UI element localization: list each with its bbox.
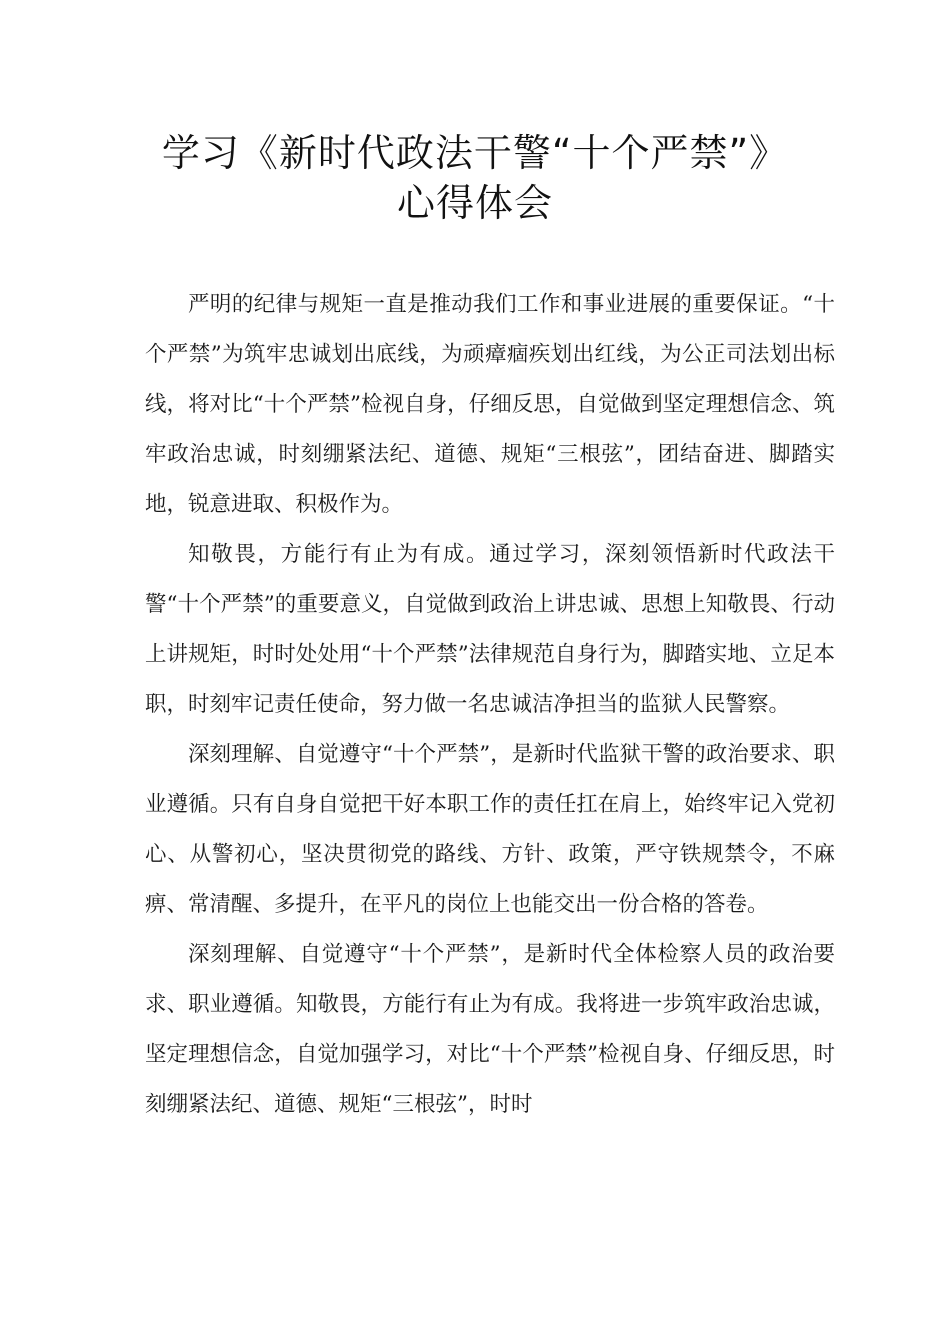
document-title-line-1: 学习《新时代政法干警“十个严禁”》: [161, 131, 789, 175]
paragraph-2: 知敬畏，方能行有止为有成。通过学习，深刻领悟新时代政法干警“十个严禁”的重要意义，自觉做到政治上讲忠诚、思想上知敬畏、行动上讲规矩，时时处处用“十个严禁”法律规范自身行为，脚踏实地、立足本职，时刻牢记责任使命，努力做一名忠诚洁净担当的监狱人民警察。: [145, 542, 835, 717]
paragraph-4: 深刻理解、自觉遵守“十个严禁”，是新时代全体检察人员的政治要求、职业遵循。知敬畏，方能行有止为有成。我将进一步筑牢政治忠诚，坚定理想信念，自觉加强学习，对比“十个严禁”检视自身、仔细反思，时刻绷紧法纪、道德、规矩“三根弦”，时时: [145, 942, 835, 1117]
document-title-line-2: 心得体会: [396, 181, 553, 225]
paragraph-1: 严明的纪律与规矩一直是推动我们工作和事业进展的重要保证。“十个严禁”为筑牢忠诚划出底线，为顽瘴痼疾划出红线，为公正司法划出标线，将对比“十个严禁”检视自身，仔细反思，自觉做到坚定理想信念、筑牢政治忠诚，时刻绷紧法纪、道德、规矩“三根弦”，团结奋进、脚踏实地，锐意进取、积极作为。: [145, 292, 835, 517]
paragraph-3: 深刻理解、自觉遵守“十个严禁”，是新时代监狱干警的政治要求、职业遵循。只有自身自觉把干好本职工作的责任扛在肩上，始终牢记入党初心、从警初心，坚决贯彻党的路线、方针、政策，严守铁规禁令，不麻痹、常清醒、多提升，在平凡的岗位上也能交出一份合格的答卷。: [145, 742, 835, 917]
document-body: [145, 280, 835, 1130]
